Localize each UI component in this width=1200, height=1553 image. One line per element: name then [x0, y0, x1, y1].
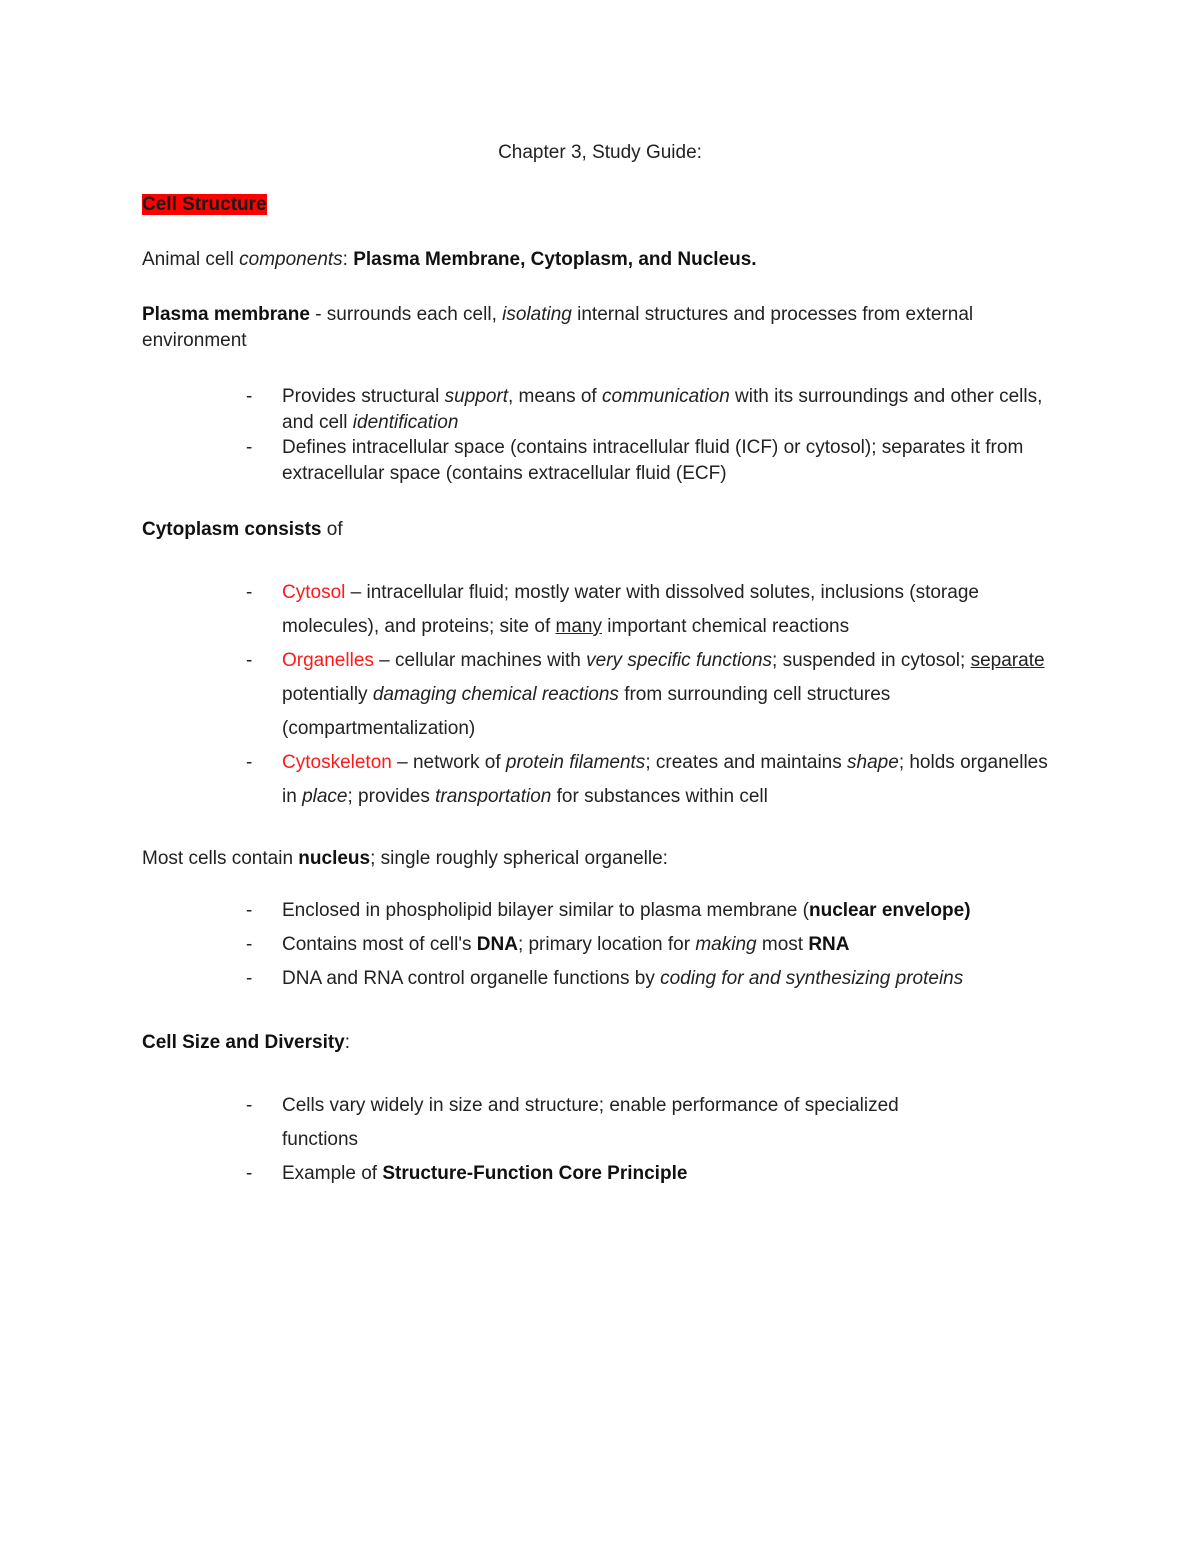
- cytosol-term: Cytosol: [282, 582, 346, 603]
- organelles-term: Organelles: [282, 650, 374, 671]
- text: ; holds organelles in: [282, 752, 1048, 807]
- highlighted-heading: Cell Structure: [142, 194, 267, 215]
- bullet-dash: -: [246, 650, 253, 671]
- emphasis: place: [302, 786, 348, 807]
- text: Provides structural: [282, 386, 445, 407]
- bullet-dash: -: [246, 386, 253, 407]
- underlined-text: separate: [970, 650, 1045, 671]
- emphasis: transportation: [435, 786, 552, 807]
- text: DNA and RNA control organelle functions by: [282, 968, 661, 989]
- list-item: [246, 746, 1062, 814]
- bullet-dash: -: [246, 437, 253, 458]
- text: Enclosed in phospholipid bilayer similar to plasma membrane (: [282, 900, 809, 921]
- nucleus-term: nucleus: [298, 848, 371, 869]
- text: Contains most of cell's: [282, 934, 477, 955]
- text: Defines intracellular space (contains intracellular fluid (ICF) or cytosol); separates it from extracellular space (contains extracellular fluid (ECF): [282, 437, 1024, 484]
- cytoskeleton-term: Cytoskeleton: [282, 752, 392, 773]
- list-item: [246, 1089, 942, 1157]
- text: ; suspended in cytosol;: [772, 650, 971, 671]
- plasma-text-2: internal structures and processes from external environment: [142, 304, 974, 351]
- plasma-text-1: - surrounds each cell,: [309, 304, 503, 325]
- text: important chemical reactions: [602, 616, 850, 637]
- strong-text: nuclear envelope): [808, 900, 971, 921]
- emphasis: damaging chemical reactions: [372, 684, 619, 705]
- list-item: [246, 644, 1062, 746]
- list-item: [246, 928, 1062, 962]
- bullet-dash: -: [246, 968, 253, 989]
- emphasis: shape: [847, 752, 899, 773]
- bullet-dash: -: [246, 934, 253, 955]
- emphasis: coding for and synthesizing proteins: [660, 968, 964, 989]
- text: ; single roughly spherical organelle:: [370, 848, 668, 869]
- list-item: [246, 435, 1062, 487]
- text: most: [756, 934, 809, 955]
- text: :: [344, 1032, 351, 1053]
- bullet-dash: -: [246, 1163, 253, 1184]
- emphasis: support: [444, 386, 508, 407]
- text: – cellular machines with: [373, 650, 587, 671]
- text: – intracellular fluid; mostly water with dissolved solutes, inclusions (storage molecules), and proteins; site of: [282, 582, 979, 637]
- section-heading-cell-structure: [142, 192, 1062, 218]
- underlined-text: many: [555, 616, 602, 637]
- cell-size-term: Cell Size and Diversity: [142, 1032, 345, 1053]
- list-item: [246, 1157, 1062, 1191]
- bullet-dash: -: [246, 752, 253, 773]
- strong-text: RNA: [808, 934, 850, 955]
- emphasis: very specific functions: [586, 650, 773, 671]
- text: with its surroundings and other cells, and cell: [282, 386, 1043, 433]
- emphasis: making: [695, 934, 757, 955]
- text: Most cells contain: [142, 848, 299, 869]
- bullet-dash: -: [246, 1095, 253, 1116]
- text: from surrounding cell structures (compartmentalization): [282, 684, 891, 739]
- intro-components: Plasma Membrane, Cytoplasm, and Nucleus.: [353, 249, 757, 270]
- text: Example of: [282, 1163, 383, 1184]
- text: potentially: [282, 684, 373, 705]
- text: for substances within cell: [551, 786, 768, 807]
- text: ; creates and maintains: [645, 752, 848, 773]
- text: Cells vary widely in size and structure; enable performance of specialized functions: [282, 1095, 899, 1150]
- intro-text: Animal cell: [142, 249, 240, 270]
- plasma-membrane-paragraph: [142, 302, 1062, 354]
- bullet-dash: -: [246, 582, 253, 603]
- plasma-emphasis: isolating: [502, 304, 572, 325]
- cytoplasm-paragraph: [142, 517, 1062, 543]
- text: ; provides: [347, 786, 436, 807]
- emphasis: identification: [352, 412, 459, 433]
- cytoplasm-term: Cytoplasm consists: [142, 519, 322, 540]
- nucleus-paragraph: [142, 846, 1062, 872]
- text: ; primary location for: [517, 934, 696, 955]
- emphasis: protein filaments: [505, 752, 646, 773]
- intro-emphasis: components: [239, 249, 343, 270]
- strong-text: DNA: [476, 934, 518, 955]
- bullet-dash: -: [246, 900, 253, 921]
- cytoplasm-after: of: [321, 519, 343, 540]
- text: , means of: [508, 386, 602, 407]
- list-item: [246, 894, 1062, 928]
- list-item: [246, 576, 1062, 644]
- page-title: Chapter 3, Study Guide:: [498, 142, 702, 163]
- plasma-membrane-term: Plasma membrane: [142, 304, 310, 325]
- intro-paragraph: [142, 247, 1062, 273]
- list-item: [246, 384, 1062, 436]
- list-item: [246, 962, 1062, 996]
- text: – network of: [391, 752, 506, 773]
- emphasis: communication: [602, 386, 730, 407]
- strong-text: Structure-Function Core Principle: [382, 1163, 688, 1184]
- intro-colon: :: [342, 249, 354, 270]
- cell-size-paragraph: [142, 1030, 1062, 1056]
